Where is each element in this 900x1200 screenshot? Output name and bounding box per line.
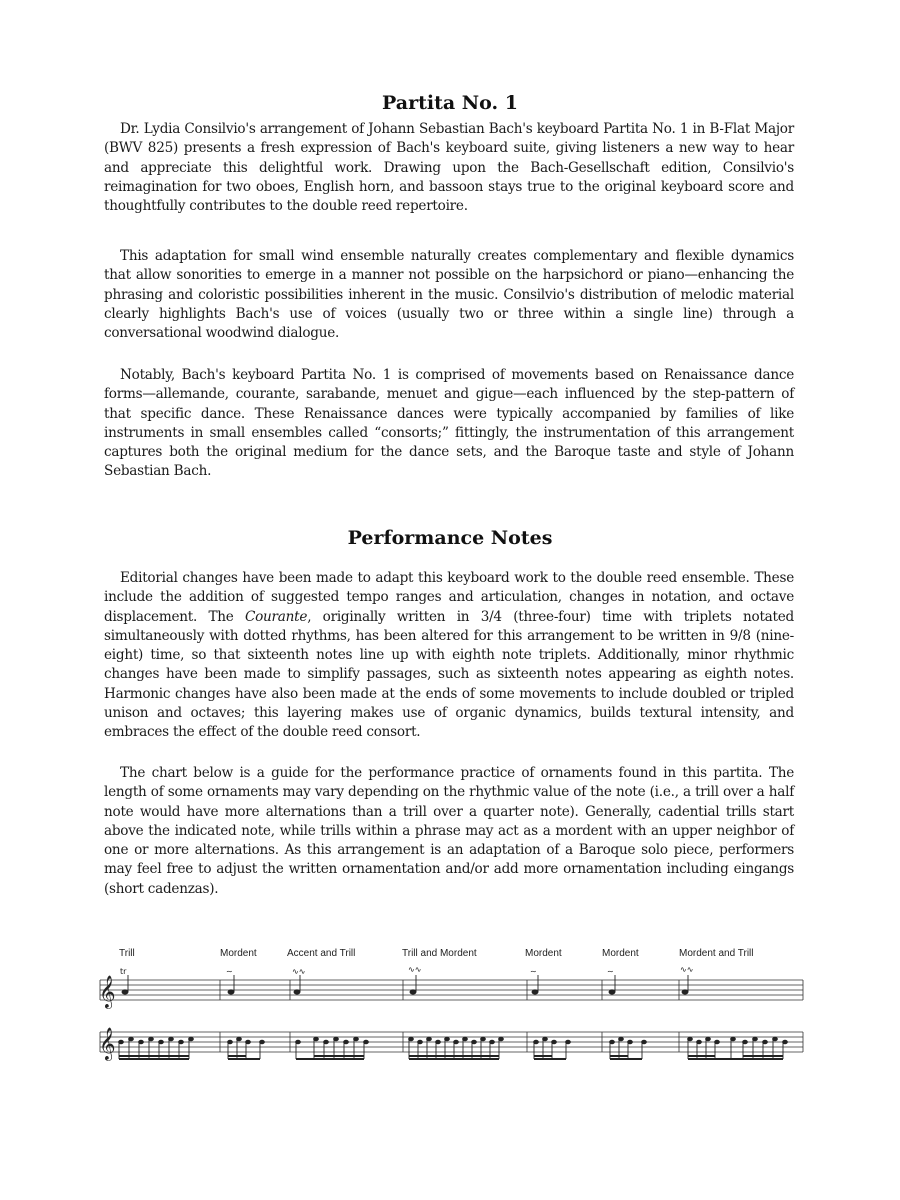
ornament-label-mordent: Mordent	[220, 948, 257, 959]
ornament-label-mordent-3: Mordent	[602, 948, 639, 959]
svg-text:∼: ∼	[226, 967, 233, 976]
performance-p1-text-b: , originally written in 3/4 (three-four) time with triplets notated simultaneously with dotted rhythms, has been altered for this arrangement to be written in 9/8 (nine-eight) time, so that sixteenth notes line up with eighth note triplets. Additionally, minor rhythmic changes have been made to simplify passages, such as sixteenth notes appearing as eighth notes. Harmonic changes have also been made at the ends of some movements to include doubled or tripled unison and octaves; this layering makes use of organic dynamics, builds textural intensity, and embraces the effect of the double reed consort.	[104, 608, 794, 741]
ornament-label-trill: Trill	[119, 948, 135, 959]
svg-text:tr: tr	[120, 967, 127, 976]
svg-text:∼: ∼	[607, 967, 614, 976]
ornament-label-mordent-and-trill: Mordent and Trill	[679, 948, 754, 959]
partita-paragraph-3: Notably, Bach's keyboard Partita No. 1 is comprised of movements based on Renaissance dance forms—allemande, courante, sarabande, menuet and gigue—each influenced by the step-pattern of that specific dance. These Renaissance dances were typically accompanied by families of like instruments in small ensembles called “consorts;” fittingly, the instrumentation of this arrangement captures both the original medium for the dance sets, and the Baroque taste and style of Johann Sebastian Bach.	[104, 367, 794, 480]
performance-paragraph-2: The chart below is a guide for the performance practice of ornaments found in this partita. The length of some ornaments may vary depending on the rhythmic value of the note (i.e., a trill over a half note would have more alternations than a trill over a quarter note). Generally, cadential trills start above the indicated note, while trills within a phrase may act as a mordent with an upper neighbor of one or more alternations. As this arrangement is an adaptation of a Baroque solo piece, performers may feel free to adjust the written ornamentation and/or add more ornamentation including eingangs (short cadenzas).	[104, 765, 794, 897]
svg-text:∿∿: ∿∿	[292, 967, 306, 976]
performance-p1-text-a: Editorial changes have been made to adapt this keyboard work to the double reed ensemble. These include the addition of suggested tempo ranges and articulation, changes in notation, and octave displacement. The	[104, 570, 794, 625]
partita-paragraph-2: This adaptation for small wind ensemble naturally creates complementary and flexible dynamics that allow sonorities to emerge in a manner not possible on the harpsichord or piano—enhancing the phrasing and coloristic possibilities inherent in the music. Consilvio's distribution of melodic material clearly highlights Bach's use of voices (usually two or three within a single line) through a conversational woodwind dialogue.	[104, 248, 794, 342]
treble-clef-icon-lower: 𝄞	[99, 1027, 116, 1060]
performance-notes-title: Performance Notes	[347, 527, 553, 549]
ornament-label-accent-and-trill: Accent and Trill	[287, 948, 356, 959]
upper-staff	[100, 980, 803, 1000]
partita-title: Partita No. 1	[382, 92, 518, 114]
svg-text:∿∿: ∿∿	[680, 965, 694, 974]
ornament-label-mordent-2: Mordent	[525, 948, 562, 959]
courante-italic: Courante	[244, 608, 308, 625]
svg-text:∿∿: ∿∿	[408, 965, 422, 974]
ornament-label-trill-and-mordent: Trill and Mordent	[402, 948, 477, 959]
lower-staff-realizations	[119, 1037, 788, 1059]
partita-paragraph-1: Dr. Lydia Consilvio's arrangement of Johann Sebastian Bach's keyboard Partita No. 1 in B-Flat Major (BWV 825) presents a fresh expression of Bach's keyboard suite, giving listeners a new way to hear and appreciate this delightful work. Drawing upon the Bach-Gesellschaft edition, Consilvio's reimagination for two oboes, English horn, and bassoon stays true to the original keyboard score and thoughtfully contributes to the double reed repertoire.	[104, 121, 794, 215]
treble-clef-icon-upper: 𝄞	[99, 975, 116, 1008]
ornament-chart	[0, 935, 900, 1075]
performance-paragraph-1	[104, 569, 794, 743]
svg-text:∼: ∼	[530, 967, 537, 976]
